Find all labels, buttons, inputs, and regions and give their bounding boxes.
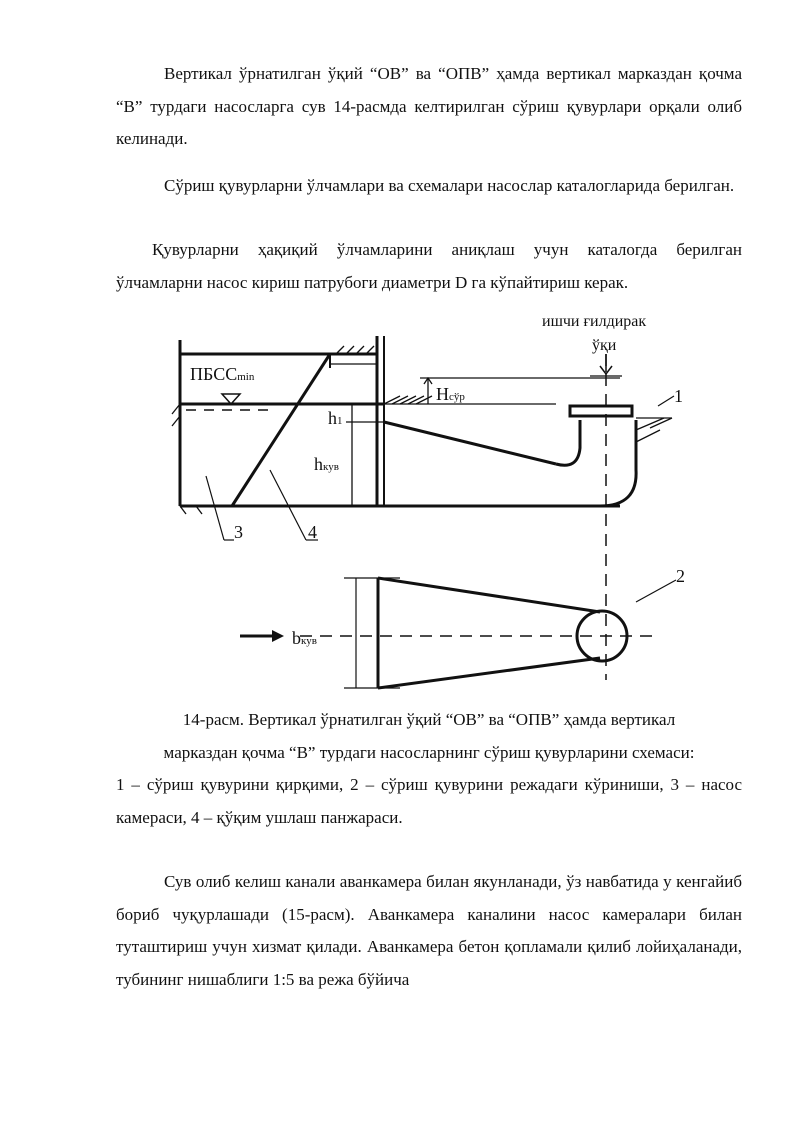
callout-2: 2 (676, 566, 685, 586)
label-b-pipe: bкув (292, 628, 317, 648)
paragraph-1: Вертикал ўрнатилган ўқий “ОВ” ва “ОПВ” ҳамда вертикал марказдан қочма “В” турдаги насосларга сув 14-расмда келтирилган сўриш қувурлари орқали олиб келинади. (116, 64, 742, 148)
callout-3-leader (206, 476, 224, 540)
pump-intake-figure (0, 310, 800, 710)
paragraph-3: Қувурларни ҳақиқий ўлчамларини аниқлаш учун каталогда берилган ўлчамларни насос кириш патрубоги диаметри D га кўпайтириш керак. (116, 240, 742, 292)
callout-2-leader (636, 580, 676, 602)
paragraph-4: Сув олиб келиш канали аванкамера билан якунланади, ўз навбатида у кенгайиб бориб чуқурлашади (15-расм). Аванкамера каналини насос камералари билан туташтириш учун хизмат қилади. Аванкамера бетон қопламали қилиб лойиҳаланади, тубининг нишаблиги 1:5 ва режа бўйича (116, 872, 742, 989)
pipe-top-edge (384, 422, 556, 464)
callout-3: 3 (234, 522, 243, 542)
callout-1-leader (658, 396, 674, 406)
flow-arrowhead-icon (272, 630, 284, 642)
callout-4: 4 (308, 522, 317, 542)
caption-line-3: 1 – сўриш қувурини қирқими, 2 – сўриш қувурини режадаги кўриниши, 3 – насос камераси, 4 – қўқим ушлаш панжараси. (116, 775, 742, 827)
label-impeller-1: ишчи ғилдирак (542, 313, 647, 330)
paragraph-2: Сўриш қувурларни ўлчамлари ва схемалари насослар каталогларида берилган. (164, 176, 735, 195)
figure-caption (116, 704, 742, 834)
label-h-pipe: hкув (314, 454, 339, 474)
label-h-suction: Hсўр (436, 384, 465, 404)
caption-line-1: 14-расм. Вертикал ўрнатилган ўқий “ОВ” ва “ОПВ” ҳамда вертикал (182, 710, 676, 729)
label-water-level: ПБССmin (190, 364, 255, 384)
plan-pipe-bottom (378, 658, 600, 688)
callout-1: 1 (674, 386, 683, 406)
label-h1: h1 (328, 408, 343, 428)
pipe-bend-inner (556, 420, 580, 465)
pump-flange (570, 406, 632, 416)
label-impeller-2: ўқи (592, 337, 617, 354)
caption-line-2: марказдан қочма “В” турдаги насосларнинг сўриш қувурларини схемаси: (163, 742, 695, 762)
plan-pipe-top (378, 578, 600, 612)
